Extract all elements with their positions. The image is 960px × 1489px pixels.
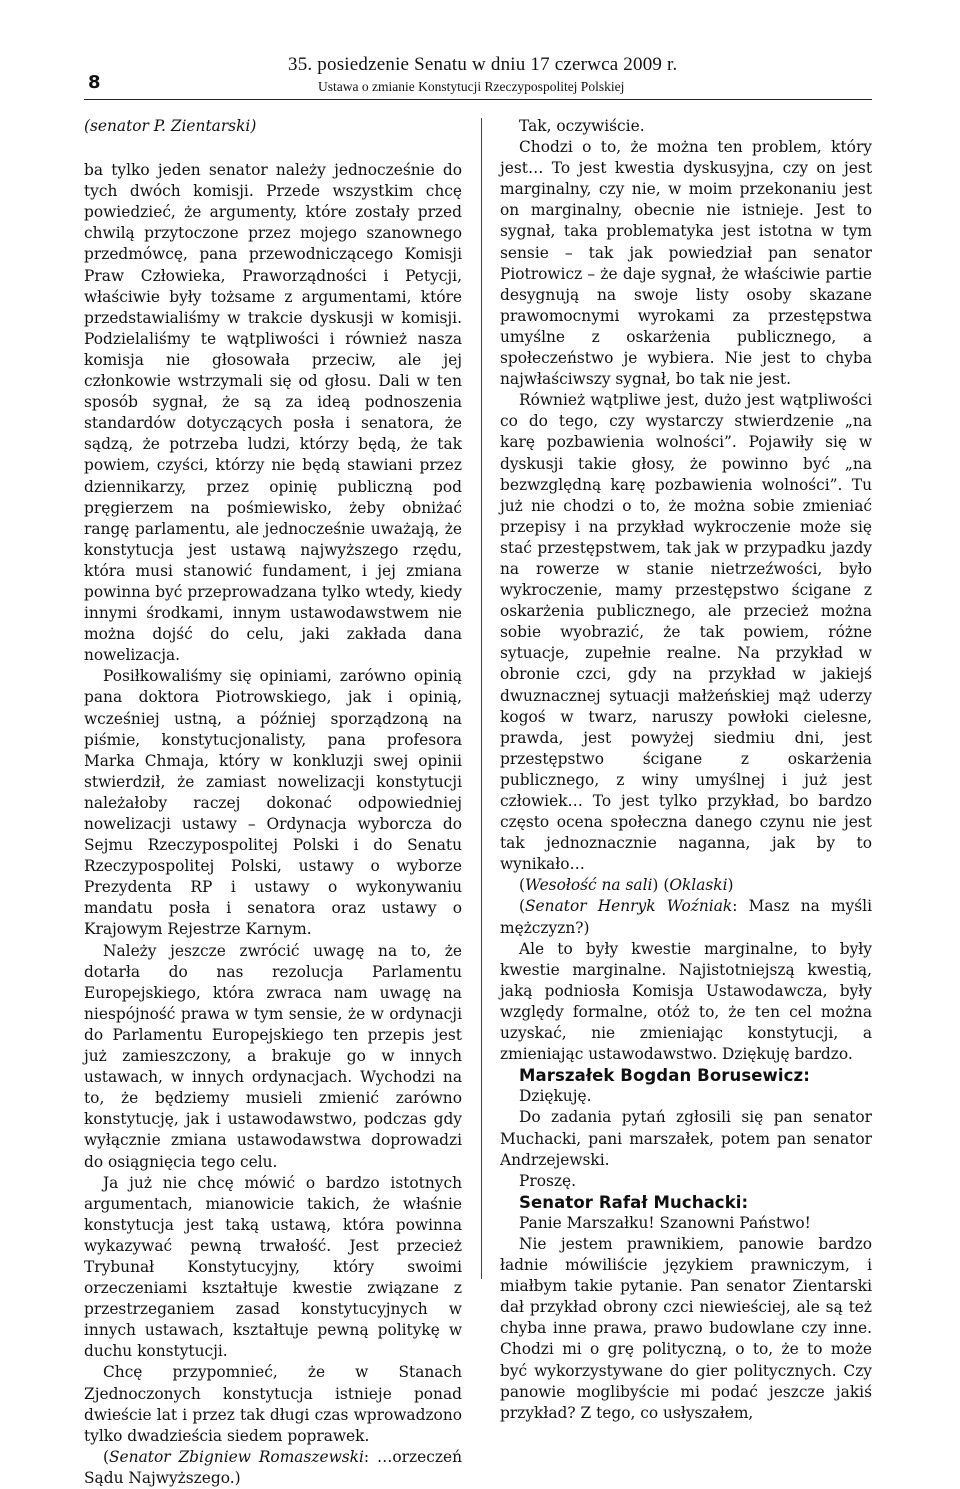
paragraph: Również wątpliwe jest, dużo jest wątpliwości co do tego, czy wystarczy stwierdzenie „na karę pozbawienia wolności”. Pojawiły się w dyskusji takie głosy, że powinno być „na bezwzględną karę pozbawienia wolności”. Tu już nie chodzi o to, że można sobie zmieniać przepisy i na przykład wykroczenie może się stać przestępstwem, tak jak w przypadku jazdy na rowerze w stanie nietrzeźwości, było wykroczenie, mamy przestępstwo ścigane z oskarżenia publicznego, ale przecież można sobie wyobrazić, że tak powiem, różne sytuacje, zupełnie realne. Na przykład w obronie czci, gdy na przykład w jakiejś dwuznacznej sytuacji małżeńskiej mąż uderzy kogoś w twarz, naruszy powłoki cielesne, prawda, jest powyżej siedmiu dni, jest przestępstwo ścigane z oskarżenia publicznego, z winy umyślnej i już jest człowiek… To jest tylko przykład, bo bardzo często ocena społeczna danego czynu nie jest tak jednoznacznie naganna, jak by to wynikało…	[500, 391, 872, 874]
column-divider	[481, 118, 482, 1279]
paragraph: Tak, oczywiście.	[519, 117, 645, 135]
reaction-laughter: Wesołość na sali	[525, 876, 653, 895]
paragraph: Chodzi o to, że można ten problem, który jest… To jest kwestia dyskusyjna, czy on jest marginalny, czy nie, w moim przekonaniu jest on marginalny, obecnie nie istnieje. Jest to sygnał, taka problematyka jest istotna w tym sensie – tak jak powiedział pan senator Piotrowicz – że daje sygnał, że właściwie partie desygnują na swoje listy osoby skazane prawomocnymi wyrokami za przestępstwa umyślne z oskarżenia publicznego, a społeczeństwo je wybiera. Nie jest to chyba najwłaściwszy sygnał, bo tak nie jest.	[500, 138, 872, 389]
interjection-speaker: Senator Zbigniew Romaszewski	[109, 1447, 364, 1466]
paragraph: Posiłkowaliśmy się opiniami, zarówno opinią pana doktora Piotrowskiego, jak i opinią, wcześniej ustną, a później sporządzoną na piśmie, konstytucjonalisty, pana profesora Marka Chmaja, który w konkluzji swej opinii stwierdził, że zamiast nowelizacji konstytucji należałoby raczej dokonać odpowiedniej nowelizacji ustawy – Ordynacja wyborcza do Sejmu Rzeczypospolitej Polski i do Senatu Rzeczypospolitej Polski, ustawy o wyborze Prezydenta RP i ustawy o wykonywaniu mandatu posła i senatora oraz ustawy o Krajowym Rejestrze Karnym.	[84, 667, 462, 939]
reaction-line: (Wesołość na sali) (Oklaski)	[519, 876, 734, 895]
interjection-text: : …orzeczeń Sądu Najwyższego.)	[84, 1447, 462, 1487]
interjection: (Senator Henryk Woźniak: Masz na myśli mężczyzn?)	[500, 897, 872, 937]
right-column	[500, 116, 872, 1424]
paragraph: Należy jeszcze zwrócić uwagę na to, że dotarła do nas rezolucja Parlamentu Europejskiego, która zwraca nam uwagę na niespójność prawa w tym sensie, że w ordynacji do Parlamentu Europejskiego ten przepis jest już zamieszczony, a brakuje go w innych ustawach, w innych ordynacjach. Wychodzi na to, że będziemy musieli zmienić zarówno konstytucję, jak i ustawodawstwo, podczas gdy wyłącznie zmiana ustawodawstwa doprowadzi do osiągnięcia tego celu.	[84, 941, 462, 1171]
interjection: (Senator Zbigniew Romaszewski: …orzeczeń Sądu Najwyższego.)	[84, 1447, 462, 1487]
speaker-reference: (senator P. Zientarski)	[84, 117, 257, 135]
paragraph: Chcę przypomnieć, że w Stanach Zjednoczonych konstytucja istnieje ponad dwieście lat i przez tak długi czas wprowadzono tylko dwadzieścia siedem poprawek.	[84, 1363, 462, 1445]
header-rule	[84, 99, 872, 100]
page-number: 8	[88, 72, 101, 93]
paragraph: Dziękuję.	[519, 1087, 592, 1106]
speaker-heading: Marszałek Bogdan Borusewicz:	[519, 1066, 810, 1086]
session-title: 35. posiedzenie Senatu w dniu 17 czerwca 2009 r.	[288, 54, 678, 75]
interjection-speaker: Senator Henryk Woźniak	[525, 897, 733, 916]
speaker-heading: Senator Rafał Muchacki:	[519, 1192, 749, 1212]
paragraph: Proszę.	[519, 1171, 576, 1190]
reaction-applause: Oklaski	[669, 876, 728, 895]
paragraph: Do zadania pytań zgłosili się pan senator Muchacki, pani marszałek, potem pan senator Andrzejewski.	[500, 1108, 872, 1169]
page-header	[0, 0, 960, 100]
session-subtitle: Ustawa o zmianie Konstytucji Rzeczypospolitej Polskiej	[318, 79, 625, 94]
left-column	[84, 116, 462, 1489]
paragraph: Panie Marszałku! Szanowni Państwo!	[519, 1213, 811, 1232]
paragraph: ba tylko jeden senator należy jednocześnie do tych dwóch komisji. Przede wszystkim chcę powiedzieć, że argumenty, które zostały przed chwilą przytoczone przez mojego szanownego przedmówcę, pana przewodniczącego Komisji Praw Człowieka, Praworządności i Petycji, właściwie były tożsame z argumentami, które przedstawialiśmy w trakcie dyskusji w komisji. Podzielaliśmy te wątpliwości i również nasza komisja nie głosowała przeciw, ale jej członkowie wstrzymali się od głosu. Dali w ten sposób sygnał, że są za ideą podnoszenia standardów dotyczących posła i senatora, że sądzą, że potrzeba ludzi, którzy będą, że tak powiem, czyści, którzy nie będą stawiani przez dziennikarzy, przez opinię publiczną pod pręgierzem na pośmiewisko, żeby obniżać rangę parlamentu, ale jednocześnie uważają, że konstytucja jest ustawą najwyższego rzędu, która musi stanowić fundament, i jej zmiana powinna być przeprowadzana tylko wtedy, kiedy innymi środkami, innym ustawodawstwem nie można dojść do celu, jaki zakłada dana nowelizacja.	[84, 161, 462, 665]
interjection-text: : Masz na myśli mężczyzn?)	[500, 897, 872, 937]
paragraph: Ale to były kwestie marginalne, to były kwestie marginalne. Najistotniejszą kwestią, jaką podniosła Komisja Ustawodawcza, były względy formalne, otóż to, że ten cel można uzyskać, nie zmieniając konstytucji, a zmieniając ustawodawstwo. Dziękuję bardzo.	[500, 939, 872, 1064]
paragraph: Nie jestem prawnikiem, panowie bardzo ładnie mówiliście językiem prawniczym, i miałbym takie pytanie. Pan senator Zientarski dał przykład obrony czci niewieściej, ale są też chyba inne prawa, prawo budowlane czy inne. Chodzi mi o grę polityczną, o to, że to może być wykorzystywane do gier politycznych. Czy panowie moglibyście mi podać jeszcze jakiś przykład? Z tego, co usłyszałem,	[500, 1234, 872, 1422]
paragraph: Ja już nie chcę mówić o bardzo istotnych argumentach, mianowicie takich, że właśnie konstytucja jest taką ustawą, która powinna wykazywać pewną trwałość. Jest przecież Trybunał Konstytucyjny, który swoimi orzeczeniami kształtuje kwestie związane z przestrzeganiem zasad konstytucyjnych w innych ustawach, kształtuje pewną politykę w duchu konstytucji.	[84, 1173, 462, 1361]
